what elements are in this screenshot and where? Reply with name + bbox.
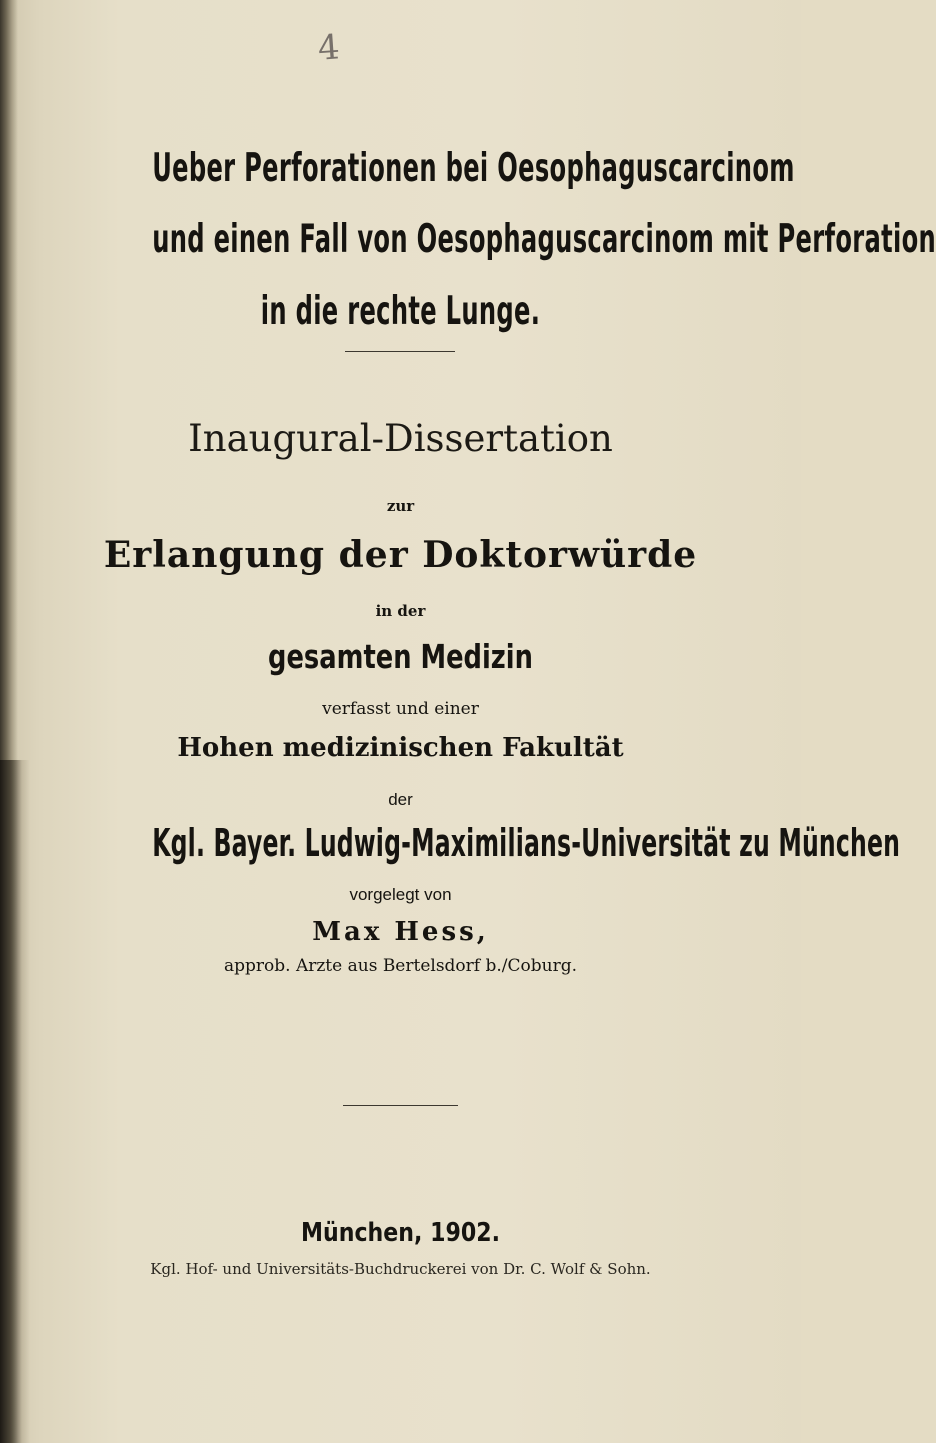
dissertation-heading: Inaugural-Dissertation <box>188 417 613 460</box>
vorgelegt-text: vorgelegt von <box>349 885 452 904</box>
der-text: der <box>388 790 413 809</box>
place-year-text: München, 1902. <box>300 1218 501 1248</box>
verfasst-text: verfasst und einer <box>322 699 479 719</box>
university-text: Kgl. Bayer. Ludwig-Maximilians-Universität zu München <box>152 821 901 865</box>
title-divider <box>345 351 455 352</box>
printer-text: Kgl. Hof- und Universitäts-Buchdruckerei von Dr. C. Wolf & Sohn. <box>150 1260 651 1278</box>
pencil-annotation: 4 <box>316 27 342 69</box>
author-description: approb. Arzte aus Bertelsdorf b./Coburg. <box>224 956 577 976</box>
purpose-text: Erlangung der Doktorwürde <box>103 534 698 576</box>
title-line-3: in die rechte Lunge. <box>260 289 541 334</box>
field-text: gesamten Medizin <box>268 637 533 676</box>
faculty-text: Hohen medizinischen Fakultät <box>177 733 624 763</box>
title-line-1: Ueber Perforationen bei Oesophaguscarcinom <box>152 146 795 191</box>
in-der-text: in der <box>375 602 426 620</box>
spine-shadow <box>0 760 30 1443</box>
title-line-2: und einen Fall von Oesophaguscarcinom mit Perforation <box>152 217 936 262</box>
author-name: Max Hess, <box>312 917 489 947</box>
zur-text: zur <box>386 497 415 515</box>
imprint-divider <box>343 1105 458 1106</box>
